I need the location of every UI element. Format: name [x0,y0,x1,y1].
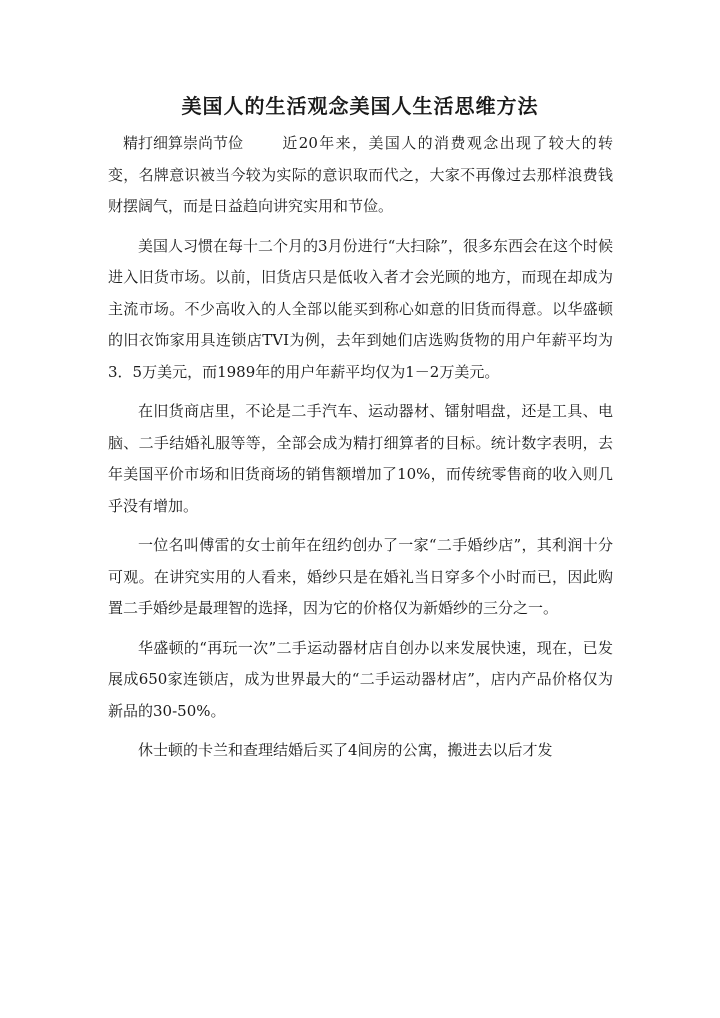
paragraph-secondhand-goods: 在旧货商店里，不论是二手汽车、运动器材、镭射唱盘，还是工具、电脑、二手结婚礼服等等，全部会成为精打细算者的目标。统计数字表明，去年美国平价市场和旧货商场的销售额增加了10%，而传统零售商的收入则几乎没有增加。 [108,402,613,515]
paragraph-spring-cleaning: 美国人习惯在每十二个月的3月份进行“大扫除”，很多东西会在这个时候进入旧货市场。以前，旧货店只是低收入者才会光顾的地方，而现在却成为主流市场。不少高收入的人全部以能买到称心如意的旧货而得意。以华盛顿的旧衣饰家用具连锁店TVI为例，去年到她们店选购货物的用户年薪平均为3．5万美元，而1989年的用户年薪平均仅为1－2万美元。 [108,236,613,381]
paragraph-wedding-dress-store: 一位名叫傅雷的女士前年在纽约创办了一家“二手婚纱店”，其利润十分可观。在讲究实用的人看来，婚纱只是在婚礼当日穿多个小时而已，因此购置二手婚纱是最理智的选择，因为它的价格仅为新婚纱的三分之一。 [108,536,613,617]
lead-text: 近20年来，美国人的消费观念出现了较大的转变，名牌意识被当今较为实际的意识取而代之，大家不再像过去那样浪费钱财摆阔气，而是日益趋向讲究实用和节俭。 [108,134,613,215]
lead-paragraph [108,128,613,223]
paragraph-sports-equipment-store: 华盛顿的“再玩一次”二手运动器材店自创办以来发展快速，现在，已发展成650家连锁店，成为世界最大的“二手运动器材店”，店内产品价格仅为新品的30-50%。 [108,638,613,720]
lead-heading: 精打细算崇尚节俭 [123,134,244,152]
paragraph-houston-couple: 休士顿的卡兰和查理结婚后买了4间房的公寓，搬进去以后才发 [138,741,553,759]
document-body [108,128,613,775]
document-title: 美国人的生活观念美国人生活思维方法 [181,94,539,118]
